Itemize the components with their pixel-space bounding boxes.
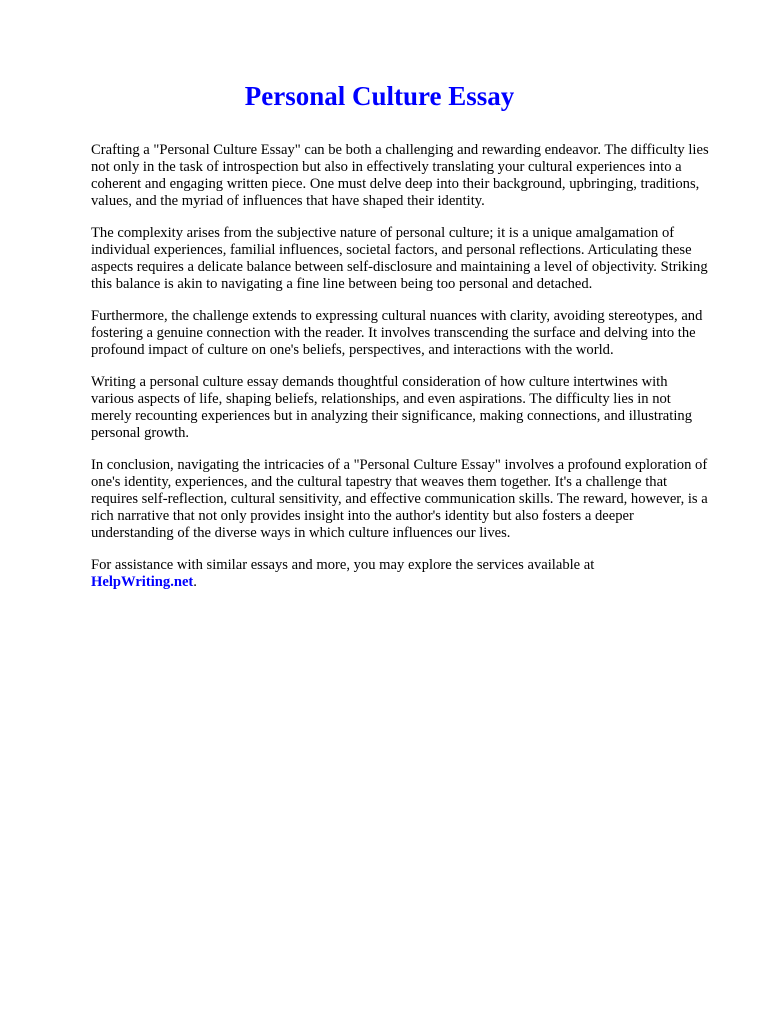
paragraph-5: In conclusion, navigating the intricacies of a "Personal Culture Essay" involves a profound exploration of one's identity, experiences, and the cultural tapestry that weaves them together. It's a challenge that requires self-reflection, cultural sensitivity, and effective communication skills. The reward, however, is a rich narrative that not only provides insight into the author's identity but also fosters a deeper understanding of the diverse ways in which culture influences our lives. — [91, 457, 708, 541]
closing-period: . — [193, 574, 197, 590]
closing-paragraph — [91, 557, 714, 591]
paragraph-2: The complexity arises from the subjective nature of personal culture; it is a unique amalgamation of individual experiences, familial influences, societal factors, and personal reflections. Articulating these aspects requires a delicate balance between self-disclosure and maintaining a level of objectivity. Striking this balance is akin to navigating a fine line between being too personal and detached. — [91, 225, 708, 292]
helpwriting-link[interactable]: HelpWriting.net — [91, 574, 194, 590]
paragraph-1: Crafting a "Personal Culture Essay" can be both a challenging and rewarding endeavor. The difficulty lies not only in the task of introspection but also in effectively translating your cultural experiences into a coherent and engaging written piece. One must delve deep into their background, upbringing, traditions, values, and the myriad of influences that have shaped their identity. — [91, 142, 709, 209]
document-title: Personal Culture Essay — [244, 81, 515, 111]
closing-text: For assistance with similar essays and more, you may explore the services available at — [91, 557, 595, 573]
paragraph-4: Writing a personal culture essay demands thoughtful consideration of how culture intertwines with various aspects of life, shaping beliefs, relationships, and even aspirations. The difficulty lies in not merely recounting experiences but in analyzing their significance, making connections, and illustrating personal growth. — [91, 374, 692, 441]
paragraph-3: Furthermore, the challenge extends to expressing cultural nuances with clarity, avoiding stereotypes, and fostering a genuine connection with the reader. It involves transcending the surface and delving into the profound impact of culture on one's beliefs, perspectives, and interactions with the world. — [91, 308, 703, 358]
